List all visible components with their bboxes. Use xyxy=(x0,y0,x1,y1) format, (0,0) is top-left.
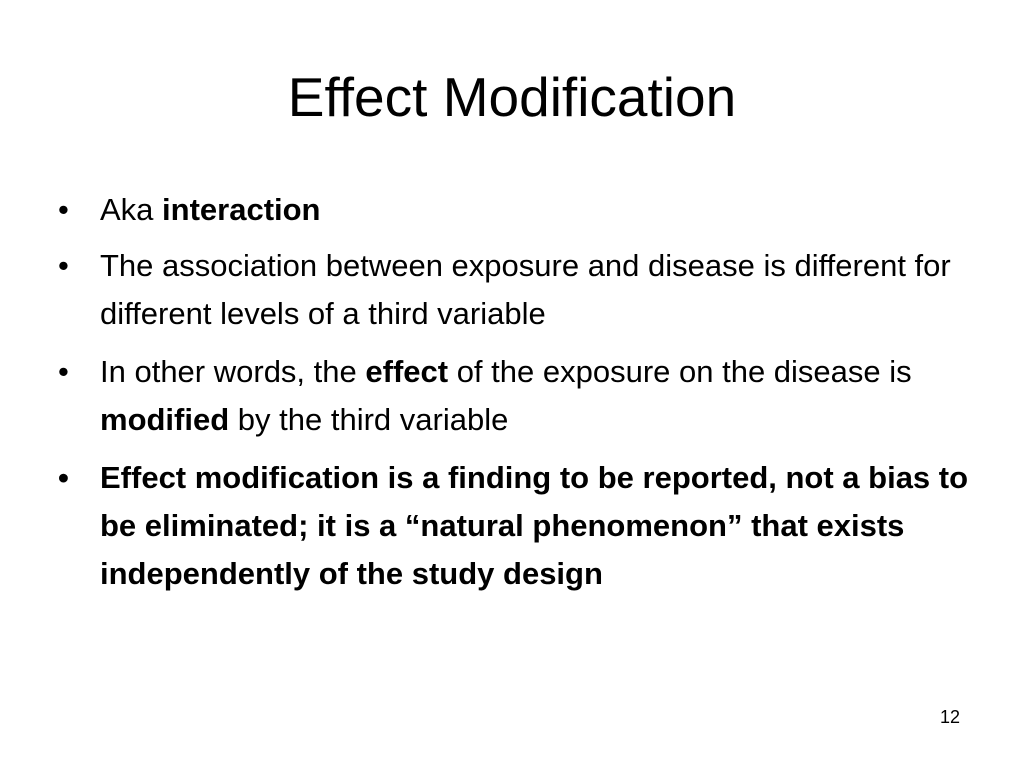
bullet-emphasis: interaction xyxy=(162,192,321,227)
bullet-text: by the third variable xyxy=(229,402,509,437)
bullet-emphasis: effect xyxy=(365,354,449,389)
bullet-item-finding xyxy=(58,454,978,598)
bullet-item-association xyxy=(58,242,978,338)
bullet-text: of the exposure on the disease is xyxy=(448,354,912,389)
bullet-text: The association between exposure and disease is different for different levels of a third variable xyxy=(100,248,951,331)
bullet-emphasis: modified xyxy=(100,402,230,437)
bullet-marker: • xyxy=(58,192,69,227)
bullet-marker: • xyxy=(58,460,69,495)
bullet-list xyxy=(58,186,978,608)
slide-title: Effect Modification xyxy=(287,66,737,128)
page-number: 12 xyxy=(939,707,960,727)
bullet-item-aka xyxy=(58,186,978,234)
bullet-text: Aka xyxy=(100,192,163,227)
bullet-marker: • xyxy=(58,248,69,283)
bullet-item-other-words xyxy=(58,348,978,444)
bullet-marker: • xyxy=(58,354,69,389)
bullet-text: Effect modification is a finding to be reported, not a bias to be eliminated; it is a “natural phenomenon” that exists independently of the study design xyxy=(100,460,969,591)
bullet-text: In other words, the xyxy=(100,354,366,389)
